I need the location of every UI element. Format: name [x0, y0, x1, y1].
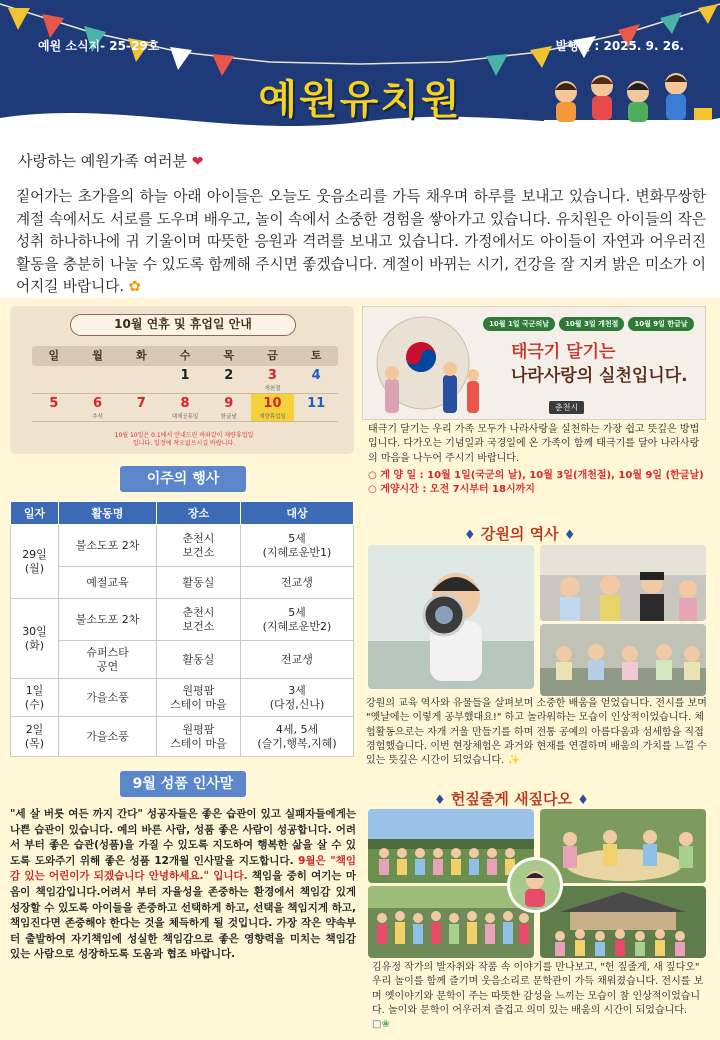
character-text: "세 살 버릇 여든 까지 간다" 성공자들은 좋은 습관이 있고 실패자들에게는 나쁜 습관이 있습니다. 예의 바른 사람, 성품 좋은 사람이 성공합니다. 어려서 부터 좋은 습관(성품)을 가질 수 있도록 지도하여 행복한 삶을 살 수 있도록 도와주기 위해 좋은 성품 12개월 인사말을 지도합니다.: [10, 808, 356, 867]
hanbok-icon: ♦: [434, 793, 446, 808]
weekday: 일: [48, 349, 60, 362]
calendar-day: 4: [311, 368, 321, 383]
calendar-weekdays: [32, 346, 338, 366]
holiday-pill: 10월 3일 개천절: [559, 317, 624, 331]
calendar-title: 10월 연휴 및 휴업일 안내: [70, 314, 296, 336]
event-target: 전교생: [241, 567, 354, 599]
holiday-calendar: [10, 306, 354, 454]
children-illustration: [544, 70, 714, 136]
history-paragraph: [366, 697, 708, 768]
table-row: [11, 641, 354, 679]
character-section-title: 9월 성품 인사말: [120, 771, 246, 797]
event-activity: 예절교육: [59, 567, 157, 599]
taegukgi-illustration: [363, 307, 503, 420]
holiday-pill: 10월 1일 국군의날: [483, 317, 555, 331]
event-place: 활동실: [157, 567, 241, 599]
history-photo-hanbok: [540, 545, 706, 621]
table-row: [11, 525, 354, 567]
history-title-text: 강원의 역사: [480, 525, 559, 543]
calendar-day: 6 추석: [92, 396, 103, 420]
col-header: 활동명: [59, 502, 157, 525]
holiday-pills: [483, 317, 694, 331]
history-text: 강원의 교육 역사와 유물들을 살펴보며 소중한 배움을 얻었습니다. 전시를 보며 "옛날에는 이렇게 공부했대요!" 하고 놀라워하는 모습이 인상적이었습니다. 체험활동으로는 자개 거울 만들기를 하며 전통 공예의 아름다움과 섬세함을 직접 경험했습니다. 이번 현장체험은 과거와 현재를 연결하며 배움의 가치를 느낄 수 있는 뜻깊은 시간이 되었습니다.: [366, 698, 707, 767]
event-place: 춘천시 보건소: [157, 525, 241, 567]
calendar-day: [32, 366, 76, 393]
weekday: 토: [310, 349, 322, 362]
weekday: 금: [267, 349, 278, 362]
flag-banner: [362, 306, 706, 420]
calendar-day: 11: [307, 396, 326, 411]
calendar-week: [32, 366, 338, 394]
weekday: 목: [223, 349, 235, 362]
hanbok-icon: ♦: [464, 528, 476, 543]
table-header-row: [11, 502, 354, 525]
banner-organization: 춘천시: [549, 401, 584, 414]
calendar-day: 2: [224, 368, 234, 383]
character-highlight: 9월은 "책임감 있는 어린이가 되겠습니다 안녕하세요." 입니다.: [10, 854, 356, 883]
history-photo-class: [540, 624, 706, 696]
weekday: 수: [179, 349, 191, 362]
calendar-day: 5: [49, 396, 59, 411]
calendar-day: [119, 366, 163, 393]
character-text-rest: 책임을 중히 여기는 마음이 책임감입니다.어려서 부터 자율성을 존중하는 환경에서 책임감 있게 성장할 수 있도록 아이들을 존중하고 선택하게 하고, 선택을 책임지게 하고, 책임진다면 존중해야 한다는 것을 체득하게 될 것입니다. 가장 작은 약속부터 출발하여 자기책임에 성실한 책임감으로 좋은 영향력을 미치는 책임감 있는 사람으로 성장하도록 도움과 협조 바랍니다.: [10, 870, 356, 961]
event-activity: 불소도포 2차: [59, 525, 157, 567]
event-activity: 가을소풍: [59, 717, 157, 757]
col-header: 대상: [241, 502, 354, 525]
event-target: 전교생: [241, 641, 354, 679]
event-activity: 가을소풍: [59, 679, 157, 717]
event-target: 5세 (지혜로운반1): [241, 525, 354, 567]
book-photo-hanok: [540, 886, 706, 958]
book-paragraph: [372, 961, 708, 1032]
event-target: 5세 (지혜로운반2): [241, 599, 354, 641]
banner-headline-2: 나라사랑의 실천입니다.: [511, 366, 688, 386]
event-place: 원평팜 스테이 마을: [157, 679, 241, 717]
event-date: 1일 (수): [11, 679, 59, 717]
event-place: 춘천시 보건소: [157, 599, 241, 641]
book-icon: □: [372, 1019, 382, 1031]
flag-days: ○ 게 양 일 : 10월 1일(국군의 날), 10월 3일(개천절), 10월 9일 (한글날): [368, 470, 704, 481]
book-photo-game: [540, 809, 706, 883]
character-paragraph: [10, 807, 356, 963]
calendar-day: 9 한글날: [220, 396, 237, 420]
history-photo-child: [368, 545, 534, 689]
events-section-title: 이주의 행사: [120, 466, 246, 492]
calendar-week: [32, 394, 338, 422]
event-place: 원평팜 스테이 마을: [157, 717, 241, 757]
intro-text: 짙어가는 초가을의 하늘 아래 아이들은 오늘도 웃음소리를 가득 채우며 하루를 보내고 있습니다. 변화무쌍한 계절 속에서도 서로를 도우며 배우고, 놀이 속에서 소중한 경험을 쌓아가고 있습니다. 유치원은 아이들의 작은 성취 하나하나에 귀 기울이며 따뜻한 응원과 격려를 보내고 있습니다. 가정에서도 아이들이 자연과 어우러진 활동을 충분히 나눌 수 있도록 함께해 주시면 좋겠습니다. 계절이 바뀌는 시기, 건강을 잘 지켜 밝은 미소가 이어지길 바랍니다.: [16, 188, 706, 295]
table-row: [11, 717, 354, 757]
calendar-day: [76, 366, 120, 393]
page-title: 예원유치원: [258, 77, 462, 123]
event-activity: 불소도포 2차: [59, 599, 157, 641]
col-header: 일자: [11, 502, 59, 525]
book-title: [434, 788, 589, 809]
holiday-pill: 10월 9일 한글날: [628, 317, 693, 331]
weekday: 화: [135, 349, 147, 362]
events-table: [10, 501, 354, 757]
flower-icon: ✿: [128, 278, 141, 295]
book-photo-child-circle: [506, 856, 564, 914]
col-header: 장소: [157, 502, 241, 525]
calendar-grid: [32, 346, 338, 422]
event-date: 2일 (목): [11, 717, 59, 757]
table-row: [11, 679, 354, 717]
weekday: 월: [92, 349, 103, 362]
greeting: [18, 150, 203, 171]
book-title-text: 헌짚줄게 새짚다오: [450, 790, 573, 808]
flag-paragraph: 태극기 달기는 우리 가족 모두가 나라사랑을 실천하는 가장 쉽고 뜻깊은 방법입니다. 다가오는 기념일과 국경일에 온 가족이 함께 태극기를 달아 나라사랑의 마음을 나누어 주시기 바랍니다.: [368, 424, 700, 464]
calendar-day: 3 개천절: [264, 368, 281, 392]
event-activity: 슈퍼스타 공연: [59, 641, 157, 679]
hanbok-icon: ♦: [563, 528, 576, 543]
book-text: 김유정 작가의 발자취와 작품 속 이야기를 만나보고, "헌 짚줄게, 새 짚다오" 우리 놀이를 함께 즐기며 웃음소리로 문학관이 가득 채워졌습니다. 전시를 보며 옛이야기와 문학이 주는 따뜻한 감성을 느끼는 모습이 참 인상적이었습니다. 놀이와 문학이 어우러져 즐겁고 의미 있는 배움의 시간이 되었습니다.: [372, 962, 704, 1016]
leaf-icon: ❀: [381, 1019, 390, 1031]
calendar-day: 7: [136, 396, 146, 411]
publish-date: 발행일 : 2025. 9. 26.: [555, 39, 684, 53]
table-row: [11, 599, 354, 641]
event-date: 29일 (월): [11, 525, 59, 599]
banner-headline: 태극기 달기는: [511, 342, 616, 362]
calendar-note: 10월 10일은 0.1에서 안내드린 바와같이 재량휴업일 입니다. 일정에 착오없으시길 바랍니다.: [114, 432, 254, 447]
calendar-day-highlighted: 10 재량휴업일: [251, 394, 295, 421]
event-place: 활동실: [157, 641, 241, 679]
hanbok-icon: ♦: [577, 793, 589, 808]
event-target: 3세 (다정,신나): [241, 679, 354, 717]
sparkle-icon: ✨: [507, 755, 520, 767]
intro-paragraph: [16, 186, 706, 299]
heart-icon: ❤: [191, 154, 204, 170]
history-title: [464, 523, 575, 544]
flag-hours: ○ 게양시간 : 오전 7시부터 18시까지: [368, 484, 535, 496]
calendar-day: 8 대체공휴일: [171, 396, 199, 420]
calendar-day: 1: [180, 368, 190, 383]
event-target: 4세, 5세 (슬기,행복,지혜): [241, 717, 354, 757]
greeting-text: 사랑하는 예원가족 여러분: [18, 152, 187, 170]
flag-schedule: [368, 469, 708, 498]
table-row: [11, 567, 354, 599]
issue-number: 예원 소식지- 25-29호: [38, 39, 160, 53]
newsletter-header: [0, 0, 720, 140]
event-date: 30일 (화): [11, 599, 59, 679]
